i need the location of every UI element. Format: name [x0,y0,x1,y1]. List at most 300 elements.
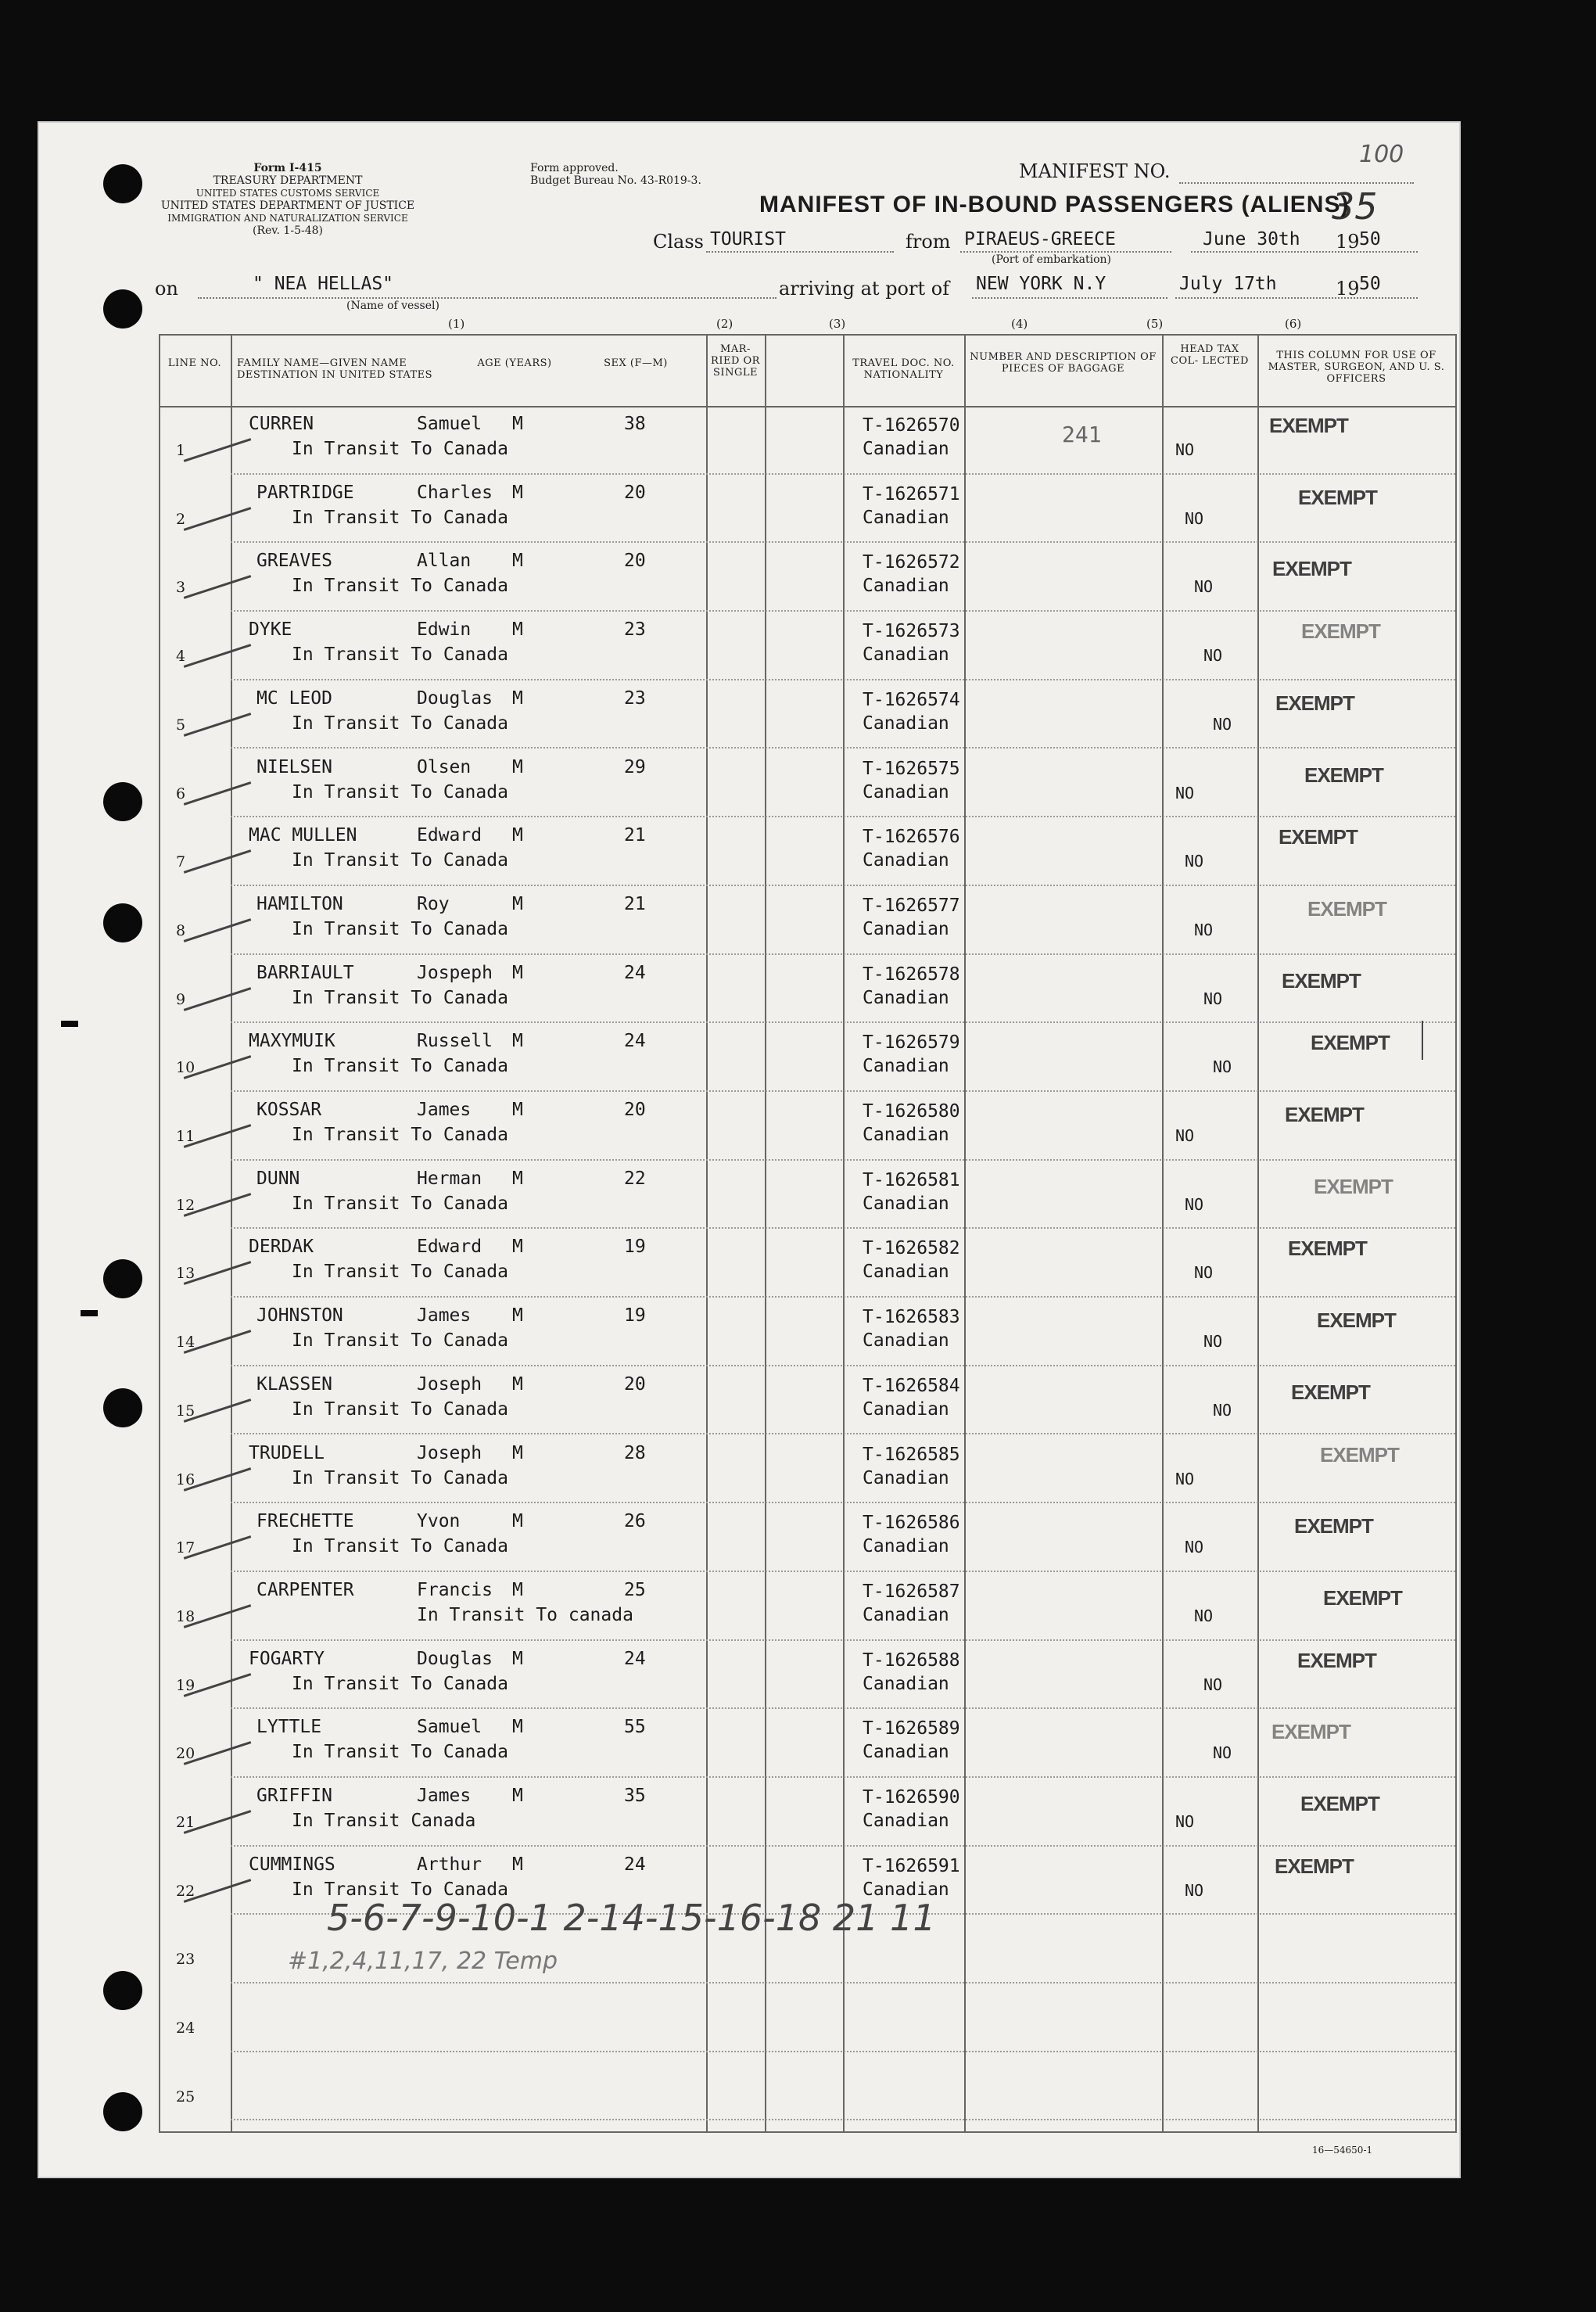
age: 23 [624,619,646,641]
nationality: Canadian [863,1056,949,1077]
family-name: PARTRIDGE [256,482,354,503]
table-row [159,749,1457,817]
head-tax: NO [1194,1263,1214,1283]
table-row [159,955,1457,1023]
check-mark [184,918,252,942]
line-number: 21 [176,1814,195,1831]
officer-stamp: EXEMPT [1275,1854,1354,1878]
travel-doc-no: T-1626579 [863,1032,960,1054]
header-destination-text: DESTINATION IN UNITED STATES [237,369,433,381]
family-name: DUNN [256,1168,300,1189]
header-sex: SEX (F—M) [604,357,668,369]
given-name: James [417,1786,472,1806]
head-tax: NO [1194,1606,1214,1625]
nationality: Canadian [863,918,949,939]
line-number: 9 [176,990,186,1008]
handwritten-tally: 5-6-7-9-10-1 2-14-15-16-18 21 11 [327,1897,936,1939]
nationality: Canadian [863,1262,949,1283]
officer-stamp: EXEMPT [1275,691,1354,715]
sex: M [512,1511,523,1532]
departure-year-prefix: 19 [1336,231,1360,253]
family-name: DERDAK [249,1237,314,1258]
age: 24 [624,1648,646,1669]
footer-code: 16—54650-1 [1312,2145,1373,2156]
family-name: MC LEOD [256,687,332,709]
family-name: JOHNSTON [256,1305,343,1327]
age: 20 [624,482,646,503]
line-number: 3 [176,579,186,597]
form-approved: Form approved. [530,162,619,174]
destination: In Transit To Canada [292,1193,508,1214]
destination: In Transit To Canada [292,1536,508,1557]
officer-stamp: EXEMPT [1288,1237,1367,1261]
destination: In Transit To Canada [292,1125,508,1145]
travel-doc-no: T-1626581 [863,1169,960,1190]
family-name: GRIFFIN [256,1786,332,1806]
head-tax: NO [1175,1469,1195,1488]
check-mark [184,507,252,531]
officer-stamp: EXEMPT [1317,1309,1396,1333]
from-value: PIRAEUS-GREECE [964,229,1116,250]
head-tax: NO [1175,783,1195,802]
age: 20 [624,1373,646,1395]
manifest-no-label: MANIFEST NO. [1019,160,1171,182]
destination: In Transit To Canada [292,576,508,597]
passenger-table [159,334,1457,2141]
col-num-3: (3) [829,317,846,331]
nationality: Canadian [863,644,949,666]
line-number: 11 [176,1128,195,1145]
destination: In Transit To Canada [292,1742,508,1763]
destination: In Transit To Canada [292,918,508,939]
nationality: Canadian [863,1604,949,1625]
margin-mark [61,1021,78,1027]
table-row [159,1298,1457,1366]
age: 25 [624,1579,646,1600]
age: 55 [624,1717,646,1738]
nationality: Canadian [863,1330,949,1352]
line-number: 8 [176,921,186,939]
given-name: Russell [417,1031,493,1052]
nationality: Canadian [863,1467,949,1488]
given-name: James [417,1100,472,1120]
line-number: 20 [176,1745,195,1763]
departure-year: 50 [1359,229,1381,250]
manifest-title: MANIFEST OF IN-BOUND PASSENGERS (ALIENS) [759,192,1350,217]
table-row [159,612,1457,680]
line-number: 13 [176,1265,195,1283]
line-number: 18 [176,1607,195,1625]
given-name: Herman [417,1168,482,1189]
row-separator [231,2119,1455,2120]
given-name: Arthur [417,1854,482,1875]
binder-hole [103,164,142,203]
destination: In Transit To Canada [292,1398,508,1420]
travel-doc-no: T-1626580 [863,1101,960,1122]
family-name: FOGARTY [249,1648,325,1669]
binder-hole [103,1259,142,1298]
sex: M [512,1237,523,1258]
travel-doc-no: T-1626591 [863,1855,960,1876]
table-row [159,1229,1457,1297]
sex: M [512,756,523,777]
arrival-year: 50 [1359,274,1381,294]
nationality: Canadian [863,439,949,459]
table-row [159,1092,1457,1160]
officer-stamp: EXEMPT [1271,1720,1350,1744]
age: 19 [624,1305,646,1327]
table-row [159,1641,1457,1709]
family-name: LYTTLE [256,1717,322,1738]
officer-stamp: EXEMPT [1307,896,1386,921]
col-num-5: (5) [1146,317,1164,331]
table-row [159,817,1457,885]
table-row [159,1023,1457,1091]
nationality: Canadian [863,781,949,802]
age: 24 [624,962,646,983]
table-row [159,886,1457,954]
sex: M [512,1031,523,1052]
handwritten-tally-2: #1,2,4,11,17, 22 Temp [288,1948,558,1975]
destination: In Transit To Canada [292,439,508,459]
head-tax: NO [1185,852,1204,871]
officer-stamp: EXEMPT [1279,825,1357,849]
travel-doc-no: T-1626577 [863,895,960,916]
officer-stamp: EXEMPT [1294,1514,1373,1538]
check-mark [184,576,252,600]
table-row [159,2052,1457,2120]
nationality: Canadian [863,713,949,734]
travel-doc-no: T-1626584 [863,1375,960,1396]
header-baggage: NUMBER AND DESCRIPTION OF PIECES OF BAGGAGE [970,351,1157,375]
head-tax: NO [1213,1400,1232,1420]
line-number: 17 [176,1539,195,1557]
table-row [159,1778,1457,1846]
from-label: from [906,231,951,253]
line-number: 2 [176,510,186,528]
travel-doc-no: T-1626570 [863,415,960,436]
binder-hole [103,289,142,328]
port-embarkation-caption: (Port of embarkation) [992,253,1111,266]
line-number: 15 [176,1402,195,1420]
binder-hole [103,1971,142,2010]
family-name: CUMMINGS [249,1854,335,1875]
given-name: James [417,1305,472,1327]
justice-dept: UNITED STATES DEPARTMENT OF JUSTICE [160,199,415,212]
departure-date: June 30th [1203,229,1300,250]
destination: In Transit To Canada [292,1330,508,1352]
arrival-port: NEW YORK N.Y [976,274,1106,294]
check-mark [184,987,252,1011]
from-line [960,251,1171,253]
given-name: Douglas [417,1648,493,1669]
given-name: Joseph [417,1442,482,1463]
margin-mark [81,1310,98,1316]
head-tax: NO [1213,1743,1232,1763]
arrival-year-prefix: 19 [1336,278,1360,300]
age: 26 [624,1511,646,1532]
line-number: 14 [176,1334,195,1352]
nationality: Canadian [863,1811,949,1831]
budget-bureau: Budget Bureau No. 43-R019-3. [530,174,701,187]
given-name: Edward [417,1237,482,1258]
travel-doc-no: T-1626589 [863,1718,960,1739]
officer-stamp: EXEMPT [1282,968,1361,993]
class-line [706,251,894,253]
family-name: CURREN [249,414,314,434]
head-tax: NO [1175,440,1195,459]
sex: M [512,1442,523,1463]
table-row [159,680,1457,749]
given-name: Yvon [417,1511,461,1532]
destination: In Transit To Canada [292,1262,508,1283]
sex: M [512,1786,523,1806]
sex: M [512,687,523,709]
table-bottom-border [159,2131,1457,2133]
officer-stamp: EXEMPT [1314,1174,1393,1198]
nationality: Canadian [863,1398,949,1420]
travel-doc-no: T-1626578 [863,964,960,985]
header-line-no: LINE NO. [167,357,222,369]
table-row [159,1366,1457,1434]
sex: M [512,414,523,434]
head-tax: NO [1213,714,1232,734]
age: 22 [624,1168,646,1189]
manifest-no-handwritten: 100 [1359,141,1404,168]
age: 29 [624,756,646,777]
nationality: Canadian [863,576,949,597]
travel-doc-no: T-1626588 [863,1650,960,1671]
nationality: Canadian [863,987,949,1008]
head-tax: NO [1203,646,1223,666]
line-number: 7 [176,853,186,871]
head-tax: NO [1194,920,1214,939]
age: 35 [624,1786,646,1806]
header-age: AGE (YEARS) [477,357,552,369]
customs-service: UNITED STATES CUSTOMS SERVICE [195,188,380,199]
age: 19 [624,1237,646,1258]
family-name: KOSSAR [256,1100,322,1120]
arrival-date-line [1175,297,1418,299]
head-tax: NO [1203,1332,1223,1352]
sex: M [512,1579,523,1600]
family-name: DYKE [249,619,292,641]
sex: M [512,825,523,846]
table-row [159,1984,1457,2052]
head-tax: NO [1175,1812,1195,1831]
officer-stamp: EXEMPT [1323,1585,1402,1610]
line-number: 19 [176,1676,195,1694]
manifest-sheet [38,121,1461,2178]
revision: (Rev. 1-5-48) [253,224,323,237]
head-tax: NO [1213,1057,1232,1077]
travel-doc-no: T-1626571 [863,483,960,504]
travel-doc-no: T-1626590 [863,1787,960,1808]
age: 24 [624,1854,646,1875]
family-name: HAMILTON [256,893,343,914]
nationality: Canadian [863,507,949,528]
officer-stamp: EXEMPT [1301,619,1380,644]
table-top-border [159,334,1457,336]
table-row [159,543,1457,611]
officer-stamp: EXEMPT [1285,1103,1364,1126]
binder-hole [103,1388,142,1427]
family-name: MAC MULLEN [249,825,357,846]
family-name: NIELSEN [256,756,332,777]
given-name: Douglas [417,687,493,709]
col-num-4: (4) [1011,317,1028,331]
on-label: on [155,278,178,300]
officer-stamp: EXEMPT [1298,485,1377,509]
arriving-label: arriving at port of [779,278,950,300]
header-name-text: FAMILY NAME—GIVEN NAME [237,357,407,369]
destination: In Transit To Canada [292,1056,508,1077]
age: 38 [624,414,646,434]
header-married: MAR- RIED OR SINGLE [711,343,760,379]
table-row [159,1572,1457,1640]
manifest-no-line [1179,182,1414,184]
table-row [159,1709,1457,1777]
officer-stamp: EXEMPT [1297,1648,1376,1672]
manifest-no-handwritten-2: 35 [1332,185,1378,228]
given-name: Jospeph [417,962,493,983]
header-travel-doc: TRAVEL DOC. NO. NATIONALITY [852,357,955,381]
travel-doc-no: T-1626587 [863,1581,960,1602]
binder-hole [103,782,142,821]
line-number: 10 [176,1059,195,1077]
family-name: GREAVES [256,551,332,572]
officer-stamp: EXEMPT [1269,414,1348,437]
check-mark [184,438,252,462]
travel-doc-no: T-1626573 [863,621,960,642]
binder-hole [103,2092,142,2131]
destination: In Transit To Canada [292,1673,508,1694]
treasury-dept: TREASURY DEPARTMENT [213,174,363,187]
age: 21 [624,825,646,846]
family-name: TRUDELL [249,1442,325,1463]
travel-doc-no: T-1626586 [863,1513,960,1534]
header-officers: THIS COLUMN FOR USE OF MASTER, SURGEON, AND U. S. OFFICERS [1268,350,1445,385]
vessel-name: " NEA HELLAS" [253,274,394,294]
given-name: Edwin [417,619,472,641]
officer-stamp: EXEMPT [1272,557,1351,581]
family-name: MAXYMUIK [249,1031,335,1052]
destination: In Transit To Canada [292,987,508,1008]
given-name: Roy [417,893,450,914]
age: 21 [624,893,646,914]
col-num-6: (6) [1285,317,1302,331]
arrival-port-line [972,297,1167,299]
destination: In Transit To Canada [292,781,508,802]
family-name: FRECHETTE [256,1511,354,1532]
sex: M [512,1717,523,1738]
nationality: Canadian [863,1673,949,1694]
age: 23 [624,687,646,709]
vessel-line [198,297,776,299]
sex: M [512,962,523,983]
age: 28 [624,1442,646,1463]
travel-doc-no: T-1626575 [863,758,960,779]
line-number: 25 [176,2088,195,2106]
given-name: Francis [417,1579,493,1600]
check-mark [184,644,252,668]
sex: M [512,1100,523,1120]
destination: In Transit To Canada [292,507,508,528]
head-tax: NO [1194,577,1214,597]
departure-line [1191,251,1418,253]
destination: In Transit To canada [417,1604,633,1625]
head-tax: NO [1175,1126,1195,1145]
head-tax: NO [1203,989,1223,1008]
line-number: 5 [176,716,186,734]
officer-stamp: EXEMPT [1311,1031,1390,1055]
destination: In Transit To Canada [292,850,508,871]
age: 20 [624,1100,646,1120]
margin-pencil-mark [1422,1021,1423,1060]
given-name: Samuel [417,414,482,434]
check-mark [184,781,252,806]
sex: M [512,1168,523,1189]
form-header-left [155,162,421,237]
col-num-1: (1) [448,317,465,331]
nationality: Canadian [863,850,949,871]
head-tax: NO [1185,1538,1204,1557]
header-name [237,357,472,381]
destination: In Transit To Canada [292,644,508,666]
given-name: Allan [417,551,472,572]
given-name: Samuel [417,1717,482,1738]
given-name: Olsen [417,756,472,777]
officer-stamp: EXEMPT [1300,1792,1379,1815]
officer-stamp: EXEMPT [1291,1380,1370,1404]
family-name: KLASSEN [256,1373,332,1395]
line-number: 24 [176,2019,195,2037]
sex: M [512,551,523,572]
sex: M [512,619,523,641]
officer-stamp: EXEMPT [1320,1442,1399,1467]
given-name: Charles [417,482,493,503]
head-tax: NO [1185,1880,1204,1900]
nationality: Canadian [863,1536,949,1557]
family-name: CARPENTER [256,1579,354,1600]
travel-doc-no: T-1626576 [863,827,960,848]
class-value: TOURIST [710,229,786,250]
check-mark [184,849,252,874]
col-num-2: (2) [716,317,733,331]
nationality: Canadian [863,1125,949,1145]
binder-hole [103,903,142,942]
baggage: 241 [1062,422,1102,447]
class-label: Class [653,231,704,253]
table-row [159,1435,1457,1503]
destination: In Transit Canada [292,1811,476,1831]
line-number: 22 [176,1882,195,1900]
line-number: 1 [176,442,186,459]
sex: M [512,482,523,503]
age: 20 [624,551,646,572]
table-row [159,406,1457,474]
line-number: 12 [176,1196,195,1214]
ins-service: IMMIGRATION AND NATURALIZATION SERVICE [167,213,408,224]
head-tax: NO [1203,1675,1223,1694]
sex: M [512,1373,523,1395]
nationality: Canadian [863,1193,949,1214]
travel-doc-no: T-1626574 [863,689,960,710]
header-head-tax: HEAD TAX COL- LECTED [1171,343,1249,367]
passenger-rows [159,406,1457,2131]
table-row [159,1161,1457,1229]
line-number: 6 [176,784,186,802]
